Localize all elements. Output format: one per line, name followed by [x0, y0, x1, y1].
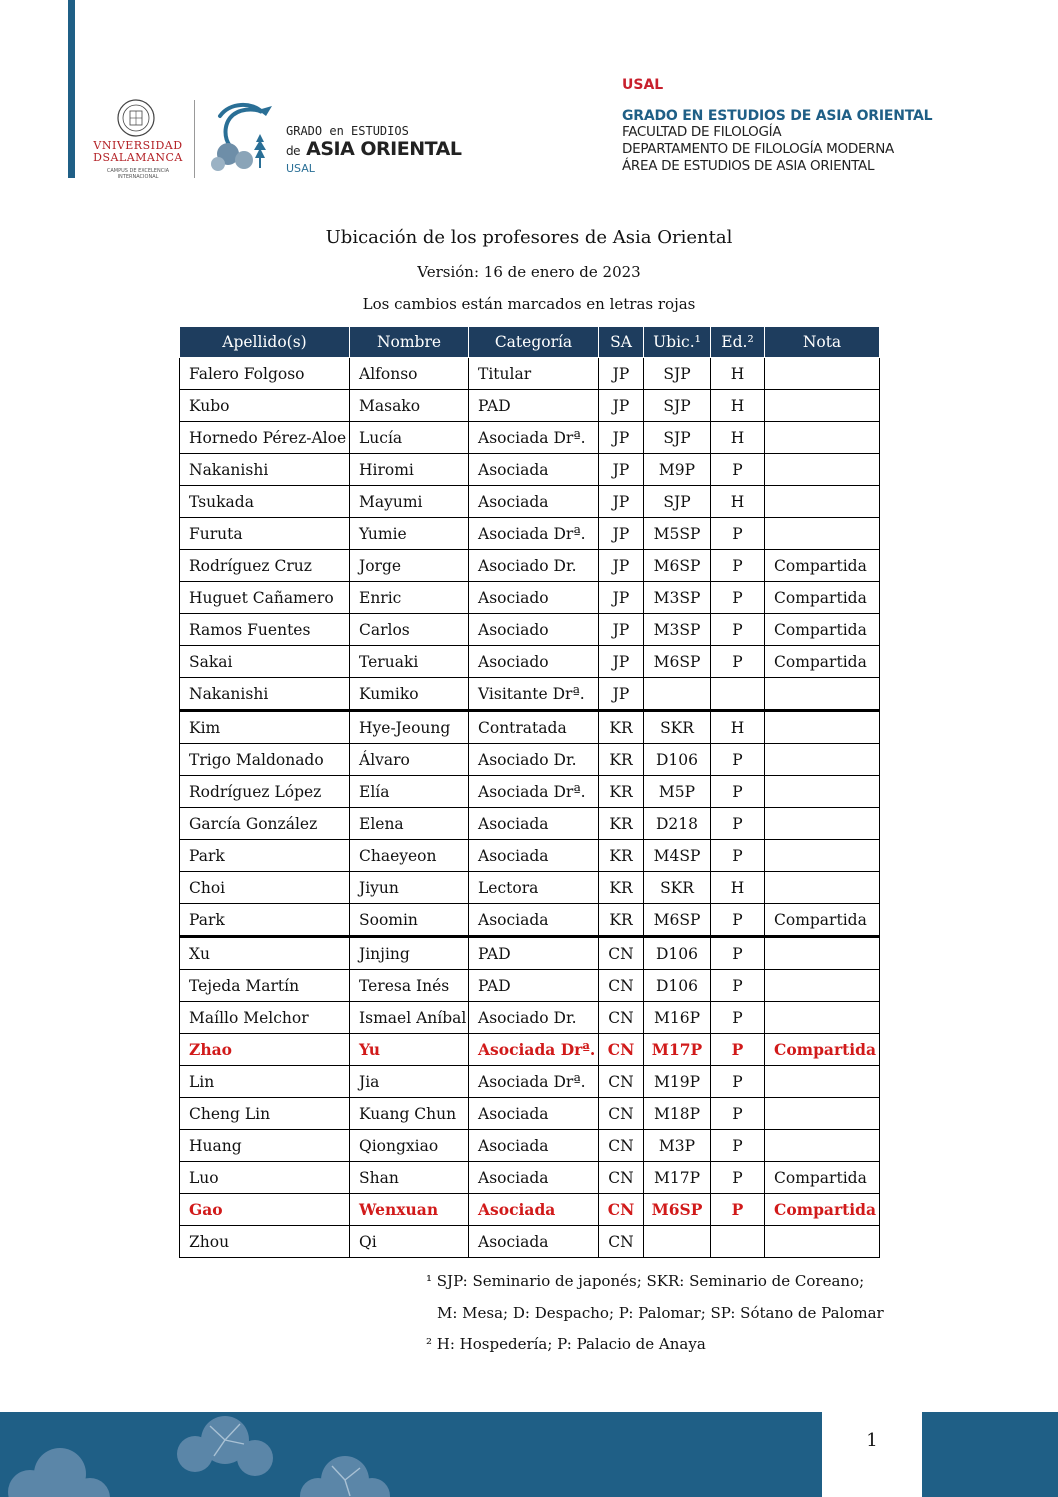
- cell-nombre: Qiongxiao: [350, 1130, 469, 1162]
- cell-sa: JP: [599, 582, 644, 614]
- cell-apellidos: García González: [180, 808, 350, 840]
- cell-edificio: P: [711, 937, 765, 970]
- cell-categoria: Lectora: [469, 872, 599, 904]
- faculty-location-table: [179, 326, 880, 1258]
- cell-ubicacion: M17P: [644, 1162, 711, 1194]
- cell-apellidos: Tejeda Martín: [180, 970, 350, 1002]
- header-edificio: Ed.²: [711, 327, 765, 358]
- cell-nombre: Teresa Inés: [350, 970, 469, 1002]
- cell-nombre: Álvaro: [350, 744, 469, 776]
- cell-nombre: Qi: [350, 1226, 469, 1258]
- cell-categoria: Asociada: [469, 486, 599, 518]
- footnote-1-line-1: ¹ SJP: Seminario de japonés; SKR: Seminario de Coreano;: [426, 1272, 865, 1290]
- cell-ubicacion: M17P: [644, 1034, 711, 1066]
- cell-nombre: Chaeyeon: [350, 840, 469, 872]
- cell-categoria: Asociada: [469, 454, 599, 486]
- cell-apellidos: Choi: [180, 872, 350, 904]
- cell-categoria: Contratada: [469, 711, 599, 744]
- cell-nota: [765, 840, 880, 872]
- cell-nota: [765, 937, 880, 970]
- cell-apellidos: Trigo Maldonado: [180, 744, 350, 776]
- table-row: [180, 1098, 880, 1130]
- header-accent-bar: [68, 0, 75, 178]
- header-department: DEPARTAMENTO DE FILOLOGÍA MODERNA: [622, 141, 894, 157]
- cell-ubicacion: M3SP: [644, 582, 711, 614]
- cell-edificio: P: [711, 744, 765, 776]
- cell-edificio: P: [711, 454, 765, 486]
- cell-nombre: Kumiko: [350, 678, 469, 711]
- cell-ubicacion: M6SP: [644, 646, 711, 678]
- header-nombre: Nombre: [350, 327, 469, 358]
- cell-sa: JP: [599, 646, 644, 678]
- cell-ubicacion: D106: [644, 970, 711, 1002]
- table-header-row: [180, 327, 880, 358]
- cell-sa: CN: [599, 1066, 644, 1098]
- cell-apellidos: Kubo: [180, 390, 350, 422]
- cell-nombre: Soomin: [350, 904, 469, 937]
- cell-apellidos: Zhou: [180, 1226, 350, 1258]
- cell-nota: Compartida: [765, 550, 880, 582]
- cell-sa: JP: [599, 614, 644, 646]
- table-row: [180, 1130, 880, 1162]
- header-degree: GRADO EN ESTUDIOS DE ASIA ORIENTAL: [622, 108, 933, 124]
- cell-ubicacion: [644, 678, 711, 711]
- cell-nombre: Elena: [350, 808, 469, 840]
- footnote-1-line-2: M: Mesa; D: Despacho; P: Palomar; SP: Sótano de Palomar: [437, 1304, 884, 1322]
- cell-categoria: Titular: [469, 358, 599, 390]
- cell-nota: [765, 1098, 880, 1130]
- cell-categoria: Asociada Drª.: [469, 1034, 599, 1066]
- cell-apellidos: Zhao: [180, 1034, 350, 1066]
- cell-edificio: H: [711, 711, 765, 744]
- cell-nombre: Hye-Jeoung: [350, 711, 469, 744]
- table-row: [180, 422, 880, 454]
- cell-nombre: Jiyun: [350, 872, 469, 904]
- cell-sa: CN: [599, 1034, 644, 1066]
- cell-ubicacion: M4SP: [644, 840, 711, 872]
- cell-categoria: PAD: [469, 390, 599, 422]
- cell-edificio: P: [711, 1034, 765, 1066]
- cell-sa: JP: [599, 454, 644, 486]
- cell-sa: KR: [599, 711, 644, 744]
- cell-categoria: Asociada: [469, 1130, 599, 1162]
- cell-nota: [765, 970, 880, 1002]
- table-row: [180, 970, 880, 1002]
- cell-edificio: P: [711, 1194, 765, 1226]
- cell-ubicacion: SJP: [644, 422, 711, 454]
- table-row: [180, 1162, 880, 1194]
- cell-ubicacion: M3P: [644, 1130, 711, 1162]
- cell-apellidos: Rodríguez Cruz: [180, 550, 350, 582]
- degree-logo-main: ASIA ORIENTAL: [306, 138, 462, 160]
- cell-nota: [765, 678, 880, 711]
- table-row: [180, 646, 880, 678]
- cell-ubicacion: M6SP: [644, 1194, 711, 1226]
- cell-edificio: P: [711, 776, 765, 808]
- cell-sa: CN: [599, 1162, 644, 1194]
- cell-ubicacion: D106: [644, 937, 711, 970]
- cell-ubicacion: SJP: [644, 486, 711, 518]
- degree-logo-line2: [286, 138, 461, 162]
- table-row: [180, 390, 880, 422]
- cell-categoria: Asociado Dr.: [469, 550, 599, 582]
- cell-ubicacion: [644, 1226, 711, 1258]
- cell-categoria: Asociada: [469, 1194, 599, 1226]
- cell-nombre: Elía: [350, 776, 469, 808]
- table-row: [180, 582, 880, 614]
- document-title: Ubicación de los profesores de Asia Oriental: [325, 227, 733, 248]
- cell-apellidos: Sakai: [180, 646, 350, 678]
- cell-nota: Compartida: [765, 1034, 880, 1066]
- cell-nombre: Masako: [350, 390, 469, 422]
- cell-edificio: [711, 678, 765, 711]
- cell-sa: KR: [599, 872, 644, 904]
- cell-apellidos: Ramos Fuentes: [180, 614, 350, 646]
- cell-categoria: PAD: [469, 970, 599, 1002]
- table-row: [180, 1002, 880, 1034]
- header-categoria: Categoría: [469, 327, 599, 358]
- cell-edificio: [711, 1226, 765, 1258]
- cell-edificio: H: [711, 390, 765, 422]
- cell-nota: [765, 358, 880, 390]
- cell-ubicacion: D106: [644, 744, 711, 776]
- cell-ubicacion: SJP: [644, 358, 711, 390]
- cell-nota: Compartida: [765, 582, 880, 614]
- document-version: Versión: 16 de enero de 2023: [417, 263, 641, 281]
- cell-apellidos: Rodríguez López: [180, 776, 350, 808]
- cell-categoria: Asociado: [469, 646, 599, 678]
- cherry-blossom-decoration-icon: [0, 1412, 822, 1497]
- cell-edificio: P: [711, 518, 765, 550]
- cell-sa: CN: [599, 1226, 644, 1258]
- table-row: [180, 711, 880, 744]
- cell-edificio: P: [711, 1130, 765, 1162]
- table-row: [180, 1034, 880, 1066]
- cell-edificio: H: [711, 358, 765, 390]
- cell-ubicacion: M18P: [644, 1098, 711, 1130]
- table-row: [180, 518, 880, 550]
- cell-nota: [765, 744, 880, 776]
- cell-nota: [765, 422, 880, 454]
- footnote-2: ² H: Hospedería; P: Palacio de Anaya: [426, 1335, 706, 1353]
- header-faculty: FACULTAD DE FILOLOGÍA: [622, 124, 782, 140]
- cell-ubicacion: SKR: [644, 872, 711, 904]
- cell-edificio: H: [711, 422, 765, 454]
- cell-nota: [765, 518, 880, 550]
- cell-sa: KR: [599, 904, 644, 937]
- cell-ubicacion: M5P: [644, 776, 711, 808]
- cell-sa: JP: [599, 550, 644, 582]
- page-number: 1: [866, 1430, 878, 1451]
- cell-edificio: P: [711, 808, 765, 840]
- cell-ubicacion: M5SP: [644, 518, 711, 550]
- cell-nombre: Lucía: [350, 422, 469, 454]
- cell-nota: Compartida: [765, 1162, 880, 1194]
- cell-nombre: Jia: [350, 1066, 469, 1098]
- cell-categoria: Asociado Dr.: [469, 744, 599, 776]
- table-row: [180, 486, 880, 518]
- cell-edificio: P: [711, 582, 765, 614]
- footer-band-right: [922, 1412, 1058, 1497]
- university-subtitle: CAMPUS DE EXCELENCIA INTERNACIONAL: [106, 168, 170, 180]
- table-row: [180, 904, 880, 937]
- cell-categoria: Asociada Drª.: [469, 422, 599, 454]
- cell-edificio: P: [711, 1002, 765, 1034]
- cell-ubicacion: M6SP: [644, 550, 711, 582]
- cell-ubicacion: M19P: [644, 1066, 711, 1098]
- table-row: [180, 1066, 880, 1098]
- cell-sa: JP: [599, 486, 644, 518]
- cell-categoria: Asociado: [469, 582, 599, 614]
- cell-apellidos: Lin: [180, 1066, 350, 1098]
- cell-categoria: Asociada: [469, 840, 599, 872]
- cell-apellidos: Park: [180, 904, 350, 937]
- cell-ubicacion: D218: [644, 808, 711, 840]
- degree-logo-line3: USAL: [286, 162, 315, 175]
- header-usal: USAL: [622, 77, 664, 93]
- table-row: [180, 358, 880, 390]
- cell-categoria: PAD: [469, 937, 599, 970]
- cell-nota: [765, 776, 880, 808]
- table-row: [180, 1194, 880, 1226]
- cell-sa: JP: [599, 678, 644, 711]
- cell-nombre: Yu: [350, 1034, 469, 1066]
- cell-sa: JP: [599, 518, 644, 550]
- cell-categoria: Asociada: [469, 904, 599, 937]
- university-name: VNIVERSIDAD DSALAMANCA: [93, 139, 183, 164]
- cell-sa: KR: [599, 840, 644, 872]
- cell-nota: Compartida: [765, 646, 880, 678]
- cell-apellidos: Xu: [180, 937, 350, 970]
- table-row: [180, 776, 880, 808]
- cell-apellidos: Cheng Lin: [180, 1098, 350, 1130]
- table-row: [180, 744, 880, 776]
- cell-apellidos: Huang: [180, 1130, 350, 1162]
- degree-logo-prefix: de: [286, 144, 300, 158]
- footer-band-left: [0, 1412, 822, 1497]
- cell-categoria: Asociada Drª.: [469, 1066, 599, 1098]
- header-apellidos: Apellido(s): [180, 327, 350, 358]
- header-ubicacion: Ubic.¹: [644, 327, 711, 358]
- cell-apellidos: Nakanishi: [180, 678, 350, 711]
- degree-logo-line1: GRADO en ESTUDIOS: [286, 124, 409, 138]
- cell-edificio: P: [711, 614, 765, 646]
- cell-apellidos: Gao: [180, 1194, 350, 1226]
- cell-categoria: Asociada: [469, 1226, 599, 1258]
- cell-edificio: P: [711, 840, 765, 872]
- cell-sa: JP: [599, 358, 644, 390]
- page-footer: [0, 1412, 1058, 1497]
- cell-categoria: Visitante Drª.: [469, 678, 599, 711]
- university-seal-icon: [116, 98, 156, 138]
- cell-apellidos: Luo: [180, 1162, 350, 1194]
- cell-apellidos: Tsukada: [180, 486, 350, 518]
- cell-nombre: Shan: [350, 1162, 469, 1194]
- cell-edificio: P: [711, 550, 765, 582]
- cell-nota: Compartida: [765, 904, 880, 937]
- cell-categoria: Asociado Dr.: [469, 1002, 599, 1034]
- cell-sa: CN: [599, 1194, 644, 1226]
- cell-apellidos: Nakanishi: [180, 454, 350, 486]
- cell-nombre: Wenxuan: [350, 1194, 469, 1226]
- table-row: [180, 840, 880, 872]
- cell-edificio: H: [711, 872, 765, 904]
- cell-nombre: Carlos: [350, 614, 469, 646]
- table-row: [180, 678, 880, 711]
- table-row: [180, 550, 880, 582]
- cell-edificio: P: [711, 904, 765, 937]
- cell-edificio: P: [711, 646, 765, 678]
- cell-edificio: P: [711, 1066, 765, 1098]
- cell-apellidos: Huguet Cañamero: [180, 582, 350, 614]
- cell-apellidos: Maíllo Melchor: [180, 1002, 350, 1034]
- header-institution-block: [622, 76, 932, 175]
- cell-sa: CN: [599, 1130, 644, 1162]
- cell-ubicacion: M3SP: [644, 614, 711, 646]
- changes-note: Los cambios están marcados en letras rojas: [362, 295, 696, 313]
- cell-nota: [765, 1226, 880, 1258]
- table-row: [180, 808, 880, 840]
- cell-nota: Compartida: [765, 1194, 880, 1226]
- cell-apellidos: Kim: [180, 711, 350, 744]
- cell-nota: [765, 1066, 880, 1098]
- cell-sa: JP: [599, 390, 644, 422]
- table-row: [180, 454, 880, 486]
- cell-apellidos: Park: [180, 840, 350, 872]
- cell-ubicacion: M16P: [644, 1002, 711, 1034]
- cell-nombre: Jinjing: [350, 937, 469, 970]
- header-sa: SA: [599, 327, 644, 358]
- header-nota: Nota: [765, 327, 880, 358]
- cell-nota: [765, 711, 880, 744]
- cell-categoria: Asociada: [469, 808, 599, 840]
- cell-sa: KR: [599, 744, 644, 776]
- cell-sa: JP: [599, 422, 644, 454]
- cell-nota: [765, 390, 880, 422]
- cell-categoria: Asociada Drª.: [469, 518, 599, 550]
- cell-ubicacion: SJP: [644, 390, 711, 422]
- cell-nombre: Ismael Aníbal: [350, 1002, 469, 1034]
- logo-divider: [194, 100, 195, 178]
- cell-nota: [765, 1002, 880, 1034]
- cell-nombre: Mayumi: [350, 486, 469, 518]
- cell-sa: CN: [599, 970, 644, 1002]
- cell-apellidos: Furuta: [180, 518, 350, 550]
- cell-ubicacion: M9P: [644, 454, 711, 486]
- cell-nota: [765, 808, 880, 840]
- cell-nota: Compartida: [765, 614, 880, 646]
- cell-nota: [765, 1130, 880, 1162]
- table-row: [180, 937, 880, 970]
- cell-nombre: Teruaki: [350, 646, 469, 678]
- cell-nombre: Enric: [350, 582, 469, 614]
- cell-apellidos: Hornedo Pérez-Aloe: [180, 422, 350, 454]
- cell-edificio: P: [711, 1162, 765, 1194]
- table-row: [180, 872, 880, 904]
- cell-apellidos: Falero Folgoso: [180, 358, 350, 390]
- cell-nombre: Yumie: [350, 518, 469, 550]
- header-area: ÁREA DE ESTUDIOS DE ASIA ORIENTAL: [622, 158, 875, 174]
- degree-logo-text: [286, 124, 461, 175]
- cell-nombre: Alfonso: [350, 358, 469, 390]
- cell-nombre: Kuang Chun: [350, 1098, 469, 1130]
- table-row: [180, 614, 880, 646]
- dragon-blossom-logo-icon: [200, 98, 282, 180]
- cell-categoria: Asociada: [469, 1098, 599, 1130]
- table-row: [180, 1226, 880, 1258]
- cell-ubicacion: M6SP: [644, 904, 711, 937]
- cell-sa: KR: [599, 776, 644, 808]
- cell-edificio: H: [711, 486, 765, 518]
- cell-nota: [765, 872, 880, 904]
- cell-sa: CN: [599, 937, 644, 970]
- cell-categoria: Asociado: [469, 614, 599, 646]
- university-logo: [88, 98, 188, 180]
- cell-edificio: P: [711, 1098, 765, 1130]
- cell-nota: [765, 486, 880, 518]
- cell-ubicacion: SKR: [644, 711, 711, 744]
- cell-categoria: Asociada: [469, 1162, 599, 1194]
- cell-nota: [765, 454, 880, 486]
- cell-nombre: Hiromi: [350, 454, 469, 486]
- cell-edificio: P: [711, 970, 765, 1002]
- cell-sa: CN: [599, 1002, 644, 1034]
- cell-sa: CN: [599, 1098, 644, 1130]
- cell-categoria: Asociada Drª.: [469, 776, 599, 808]
- cell-sa: KR: [599, 808, 644, 840]
- cell-nombre: Jorge: [350, 550, 469, 582]
